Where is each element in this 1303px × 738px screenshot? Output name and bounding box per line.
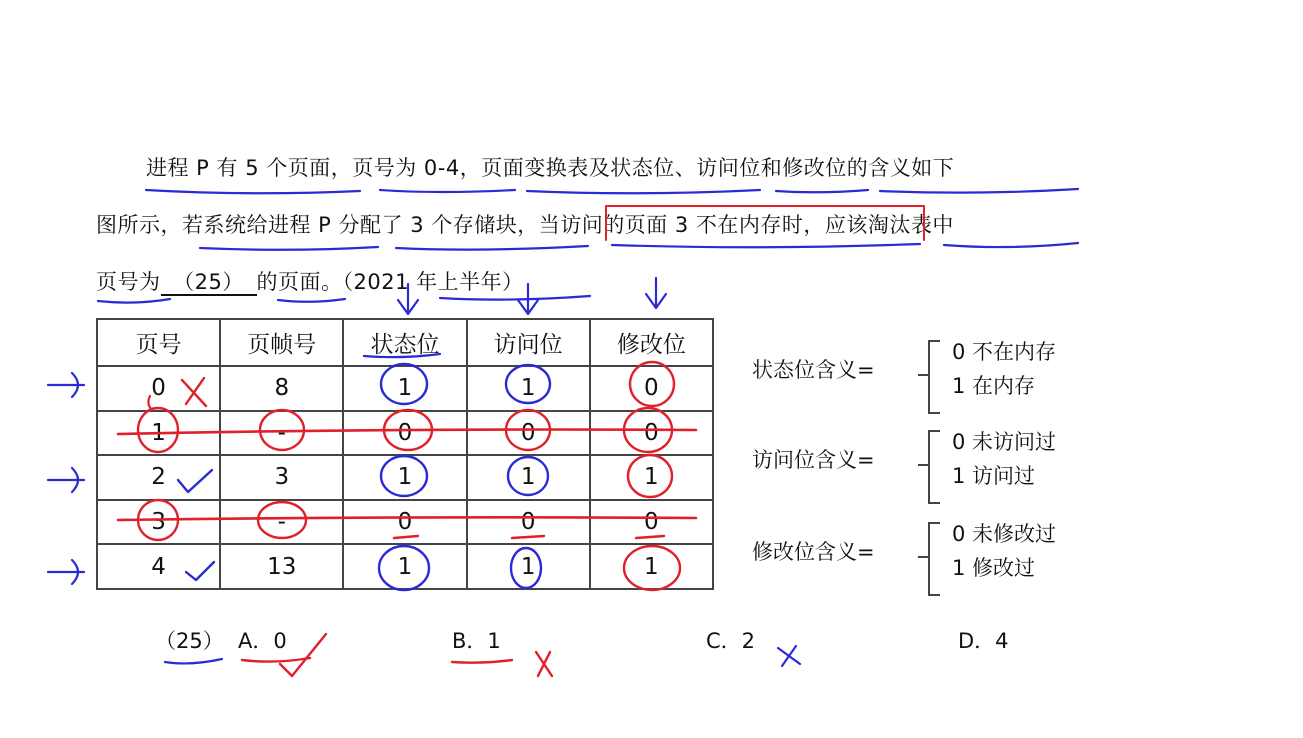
table-cell: 0: [590, 500, 713, 545]
brace: [928, 522, 940, 596]
underline: [880, 189, 1078, 193]
table-cell: 0: [343, 411, 466, 456]
brace: [928, 430, 940, 504]
header-page-no: 页号: [97, 319, 220, 366]
underline: [146, 190, 360, 193]
cross-icon: [778, 646, 800, 666]
table-cell: 1: [467, 544, 590, 589]
table-row: [97, 411, 713, 456]
header-modify-bit: 修改位: [590, 319, 713, 366]
red-option-marks: [242, 634, 552, 676]
question-line-2: 图所示，若系统给进程 P 分配了 3 个存储块，当访问的页面 3 不在内存时，应该淘汰表中: [96, 213, 954, 237]
table-cell: 4: [97, 544, 220, 589]
underline: [98, 299, 170, 303]
table-cell: 2: [97, 455, 220, 500]
header-access-bit: 访问位: [467, 319, 590, 366]
table-cell: -: [220, 411, 343, 456]
underline: [527, 190, 760, 193]
table-cell: 0: [590, 366, 713, 411]
row-arrow-icon: [48, 373, 84, 584]
table-row: [97, 500, 713, 545]
legend-access-0: 0 未访问过: [952, 430, 1057, 454]
legend-access-name: 访问位含义=: [752, 448, 875, 472]
cross-icon: [536, 652, 552, 676]
header-status-bit: 状态位: [343, 319, 466, 366]
brace-tip: [918, 464, 928, 466]
table-cell: 1: [467, 366, 590, 411]
option-c[interactable]: C．2: [706, 629, 756, 653]
underline: [776, 190, 868, 192]
question-line-3-suffix: 的页面。（2021 年上半年）: [256, 270, 524, 294]
table-cell: 8: [220, 366, 343, 411]
option-b[interactable]: B．1: [452, 629, 501, 653]
header-frame-no: 页帧号: [220, 319, 343, 366]
underline: [612, 244, 920, 247]
underline: [200, 247, 378, 250]
table-cell: 0: [467, 411, 590, 456]
table-cell: 13: [220, 544, 343, 589]
table-cell: 0: [343, 500, 466, 545]
underline: [944, 243, 1078, 247]
table-row: [97, 544, 713, 589]
table-cell: 1: [343, 544, 466, 589]
table-cell: 0: [97, 366, 220, 411]
table-row: [97, 455, 713, 500]
table-cell: 1: [590, 544, 713, 589]
table-header-row: [97, 319, 713, 366]
table-cell: 1: [467, 455, 590, 500]
table-cell: 3: [97, 500, 220, 545]
legend-access-1: 1 访问过: [952, 464, 1036, 488]
underline: [440, 296, 590, 300]
table-cell: 1: [590, 455, 713, 500]
table-cell: 3: [220, 455, 343, 500]
answer-blank: （25）: [161, 271, 257, 296]
legend-modify-1: 1 修改过: [952, 556, 1036, 580]
table-cell: 0: [467, 500, 590, 545]
underline: [278, 299, 345, 302]
underline: [165, 659, 222, 663]
underline: [380, 190, 515, 192]
underline: [396, 246, 588, 250]
legend-modify-name: 修改位含义=: [752, 540, 875, 564]
brace: [928, 340, 940, 414]
question-line-1: 进程 P 有 5 个页面，页号为 0-4，页面变换表及状态位、访问位和修改位的含义如下: [146, 156, 955, 180]
legend-status-0: 0 不在内存: [952, 340, 1057, 364]
table-cell: 1: [343, 366, 466, 411]
question-line-3: [96, 266, 524, 296]
table-cell: -: [220, 500, 343, 545]
table-cell: 0: [590, 411, 713, 456]
legend-status-name: 状态位含义=: [752, 358, 875, 382]
page-table: [96, 318, 714, 590]
table-row: [97, 366, 713, 411]
question-number: （25）: [155, 629, 224, 653]
option-d[interactable]: D．4: [958, 629, 1009, 653]
legend-status-1: 1 在内存: [952, 374, 1036, 398]
legend-modify-0: 0 未修改过: [952, 522, 1057, 546]
brace-tip: [918, 556, 928, 558]
option-a[interactable]: A．0: [238, 629, 287, 653]
brace-tip: [918, 374, 928, 376]
check-icon: [280, 634, 326, 676]
question-line-3-prefix: 页号为: [96, 270, 161, 294]
table-cell: 1: [97, 411, 220, 456]
table-cell: 1: [343, 455, 466, 500]
